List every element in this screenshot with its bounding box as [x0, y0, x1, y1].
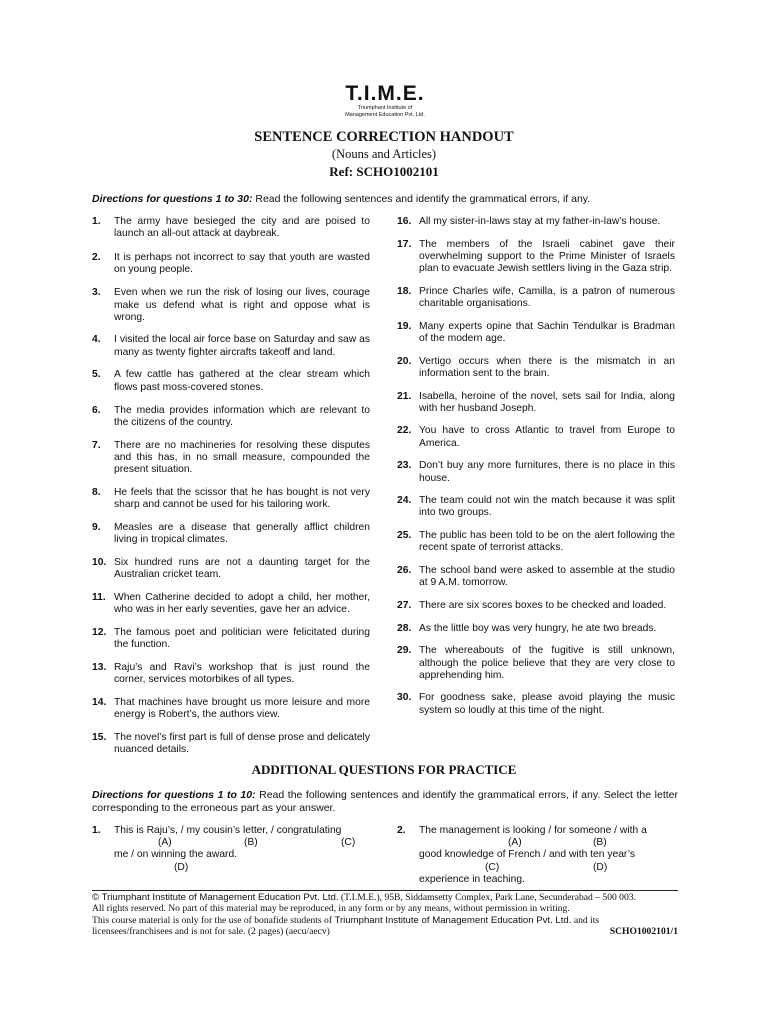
additional-directions — [92, 789, 678, 814]
question-text: All my sister-in-laws stay at my father-in-law’s house. — [419, 216, 661, 227]
additional-directions-label: Directions for questions 1 to 10: — [92, 789, 256, 801]
question-item — [92, 557, 370, 581]
footer-license: licensees/franchisees and is not for sale. (2 pages) (aecu/aecv) — [92, 925, 330, 937]
question-number: 1. — [92, 216, 101, 227]
additional-section-title: ADDITIONAL QUESTIONS FOR PRACTICE — [251, 762, 517, 777]
question-text: A few cattle has gathered at the clear stream which flows past moss-covered stones. — [114, 369, 370, 393]
question-text: The whereabouts of the fugitive is still unknown, although the police believe that they are very close to apprehending him. — [419, 645, 675, 681]
question-number: 10. — [92, 556, 107, 568]
footer-rights: All rights reserved. No part of this material may be reproduced, in any form or by any means, without permission in writing. — [92, 903, 570, 915]
question-text: As the little boy was very hungry, he ate two breads. — [419, 622, 657, 634]
question-number: 1. — [92, 825, 101, 836]
question-number: 5. — [92, 369, 101, 381]
question-item — [92, 252, 370, 276]
question-text-line: experience in teaching. — [419, 873, 525, 885]
question-item — [397, 286, 675, 310]
footer-usage-start: This course material is only for the use of bonafide students of — [92, 914, 335, 926]
question-text: I visited the local air force base on Saturday and saw as many as twenty fighter aircrafts takeoff and land. — [114, 334, 370, 358]
question-number: 18. — [397, 285, 412, 297]
question-number: 9. — [92, 521, 101, 533]
question-text: The novel’s first part is full of dense prose and delicately nuanced details. — [114, 731, 370, 755]
question-item — [92, 732, 370, 756]
question-text-line: me / on winning the award. — [114, 849, 238, 861]
logo-subtitle-2: Management Education Pvt. Ltd. — [345, 112, 425, 118]
question-text: There are no machineries for resolving these disputes and this has, in no small measure, compounded the present situation. — [114, 439, 370, 476]
question-text: The members of the Israeli cabinet gave their overwhelming support to the Prime Minister of Israels plan to evacuate Jewish settlers living in the Gaza strip. — [419, 238, 675, 275]
questions-left-column — [92, 216, 370, 756]
additional-question-2 — [397, 825, 675, 886]
question-number: 28. — [397, 622, 412, 634]
question-text-line: The management is looking / for someone / with a — [419, 825, 647, 836]
footer-usage-end: and its — [571, 914, 600, 926]
question-number: 23. — [397, 460, 412, 472]
question-item — [397, 391, 675, 415]
question-text: Don’t buy any more furnitures, there is no place in this house. — [419, 460, 675, 484]
question-item — [397, 460, 675, 484]
question-text: He feels that the scissor that he has bought is not very sharp and cannot be used for his tailoring work. — [114, 486, 370, 510]
question-number: 22. — [397, 425, 412, 437]
question-number: 25. — [397, 530, 412, 542]
question-item — [397, 356, 675, 380]
question-number: 2. — [397, 825, 406, 836]
question-number: 4. — [92, 334, 101, 346]
question-text: Many experts opine that Sachin Tendulkar is Bradman of the modern age. — [419, 320, 675, 344]
footer-company: Triumphant Institute of Management Education Pvt. Ltd. — [99, 892, 339, 903]
question-text: When Catherine decided to adopt a child, her mother, who was in her early seventies, gave her an advice. — [114, 591, 370, 616]
option-label: (C) — [485, 861, 500, 873]
question-number: 2. — [92, 251, 101, 263]
footer-usage-company: Triumphant Institute of Management Education Pvt. Ltd. — [334, 914, 572, 926]
question-number: 24. — [397, 495, 412, 507]
question-text: That machines have brought us more leisure and more energy is Robert’s, the authors view. — [114, 696, 370, 720]
question-number: 12. — [92, 626, 107, 638]
question-number: 14. — [92, 696, 107, 708]
question-item — [397, 321, 675, 345]
option-label: (C) — [341, 837, 356, 849]
question-number: 13. — [92, 661, 107, 673]
question-item — [92, 592, 370, 616]
question-number: 8. — [92, 486, 101, 498]
option-label: (D) — [174, 861, 189, 873]
question-number: 29. — [397, 645, 412, 657]
additional-directions-text: Read the following sentences and identify the grammatical errors, if any. Select the letter corresponding to the erroneous part as your answer. — [92, 789, 678, 814]
additional-question-1 — [92, 825, 370, 874]
question-text: The famous poet and politician were felicitated during the function. — [114, 626, 370, 651]
question-item — [92, 287, 370, 324]
question-text: You have to cross Atlantic to travel from Europe to America. — [419, 425, 675, 449]
footer-address: (T.I.M.E.), 95B, Siddamsetty Complex, Park Lane, Secunderabad – 500 003. — [338, 892, 636, 903]
question-text: For goodness sake, please avoid playing the music system so loudly at this time of the night. — [419, 692, 675, 716]
footer — [92, 892, 678, 937]
question-item — [92, 440, 370, 477]
footer-page-code: SCHO1002101/1 — [609, 925, 678, 937]
question-item — [397, 623, 675, 635]
time-logo — [300, 83, 470, 119]
question-text: It is perhaps not incorrect to say that youth are wasted on young people. — [114, 251, 370, 276]
question-number: 21. — [397, 390, 412, 402]
question-number: 27. — [397, 599, 412, 611]
question-item — [397, 530, 675, 554]
question-number: 3. — [92, 287, 101, 299]
question-text: The school band were asked to assemble at the studio at 9 A.M. tomorrow. — [419, 565, 675, 589]
question-item — [397, 495, 675, 519]
logo-name: T.I.M.E. — [345, 82, 425, 105]
question-number: 16. — [397, 216, 412, 227]
question-item — [92, 405, 370, 429]
question-text: There are six scores boxes to be checked and loaded. — [419, 599, 667, 611]
question-item — [397, 239, 675, 276]
question-number: 20. — [397, 355, 412, 367]
question-text: Raju’s and Ravi’s workshop that is just round the corner, services motorbikes of all types. — [114, 661, 370, 685]
question-text: Six hundred runs are not a daunting target for the Australian cricket team. — [114, 556, 370, 580]
question-item — [92, 627, 370, 651]
question-number: 17. — [397, 238, 412, 250]
option-label: (D) — [593, 861, 608, 873]
question-text: The team could not win the match because it was split into two groups. — [419, 495, 675, 519]
question-item — [92, 522, 370, 546]
directions — [92, 193, 678, 206]
copyright-symbol: © — [92, 892, 100, 903]
footer-divider — [92, 890, 678, 891]
question-text-line: good knowledge of French / and with ten year’s — [419, 849, 635, 861]
option-label: (B) — [244, 837, 258, 849]
question-number: 19. — [397, 320, 412, 332]
directions-label: Directions for questions 1 to 30: — [92, 193, 253, 205]
question-item — [397, 692, 675, 716]
question-number: 15. — [92, 731, 107, 743]
question-text: Measles are a disease that generally afflict children living in tropical climates. — [114, 521, 370, 545]
question-text: Even when we run the risk of losing our lives, courage make us defend what is right and oppose what is wrong. — [114, 287, 370, 323]
question-item — [92, 487, 370, 511]
page-subtitle: (Nouns and Articles) — [331, 147, 437, 161]
question-item — [92, 662, 370, 686]
question-item — [92, 697, 370, 721]
option-label: (A) — [158, 837, 172, 849]
option-label: (B) — [593, 837, 607, 849]
question-item — [92, 216, 370, 240]
question-item — [92, 369, 370, 393]
question-item — [397, 600, 675, 612]
question-number: 30. — [397, 692, 412, 704]
question-item — [397, 216, 675, 228]
option-label: (A) — [508, 837, 522, 849]
question-item — [92, 334, 370, 358]
question-text-line: This is Raju’s, / my cousin’s letter, / congratulating — [114, 825, 342, 836]
directions-text: Read the following sentences and identify the grammatical errors, if any. — [252, 193, 591, 205]
page-title: SENTENCE CORRECTION HANDOUT — [254, 129, 514, 145]
question-text: Isabella, heroine of the novel, sets sail for India, along with her husband Joseph. — [419, 390, 675, 414]
question-text: Prince Charles wife, Camilla, is a patron of numerous charitable organisations. — [419, 285, 675, 310]
question-text: Vertigo occurs when there is the mismatch in an information sent to the brain. — [419, 355, 675, 379]
question-item — [397, 565, 675, 589]
question-number: 11. — [92, 591, 106, 603]
question-number: 6. — [92, 404, 101, 416]
question-text: The army have besieged the city and are poised to launch an all-out attack at daybreak. — [114, 216, 370, 240]
question-item — [397, 425, 675, 449]
question-text: The public has been told to be on the alert following the recent spate of terrorist attacks. — [419, 530, 675, 554]
reference-code: Ref: SCHO1002101 — [329, 164, 439, 179]
logo-subtitle-1: Triumphant Institute of — [357, 105, 413, 111]
questions-right-column — [397, 216, 675, 717]
question-number: 7. — [92, 439, 101, 451]
question-item — [397, 645, 675, 682]
question-number: 26. — [397, 565, 412, 577]
question-text: The media provides information which are relevant to the citizens of the country. — [114, 404, 370, 428]
